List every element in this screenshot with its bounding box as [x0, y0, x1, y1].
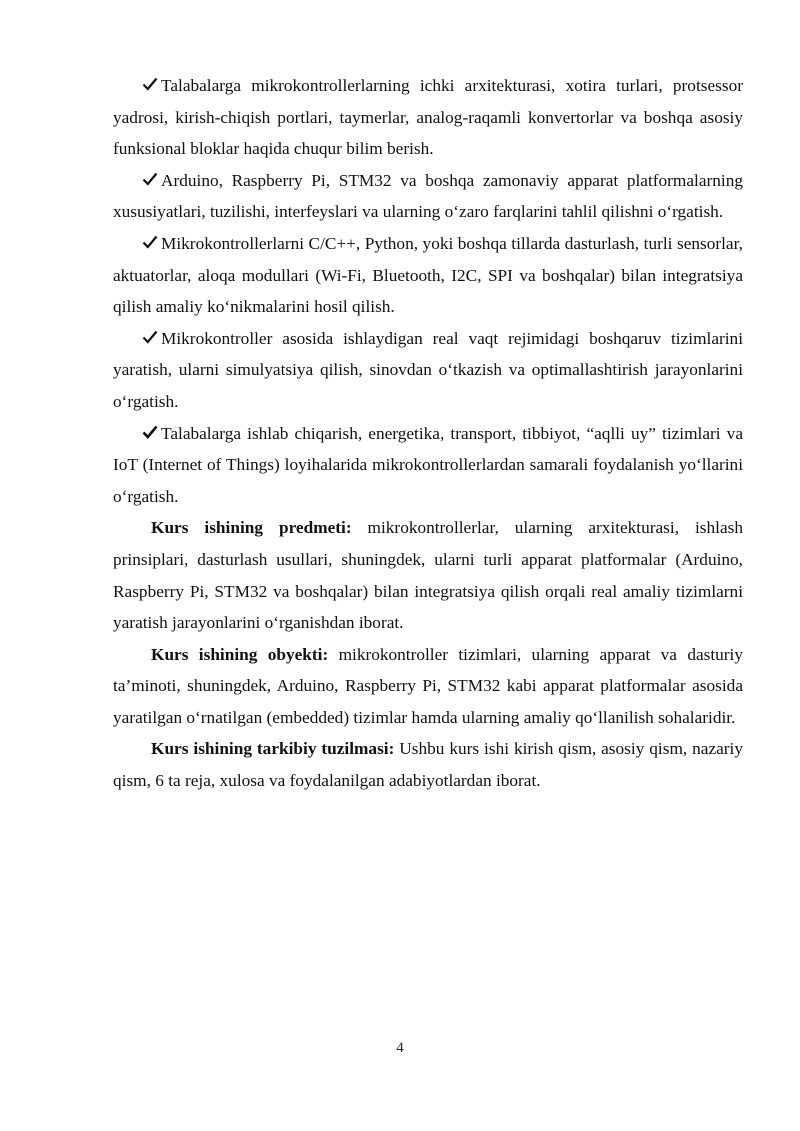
bullet-item — [113, 323, 743, 418]
section-obyekti — [113, 639, 743, 734]
section-tuzilmasi — [113, 733, 743, 796]
checkmark-icon — [142, 172, 158, 186]
section-text: Ushbu kurs ishi kirish qism, asosiy qism, nazariy qism, 6 ta reja, xulosa va foydalanilgan adabiyotlardan iborat. — [113, 739, 743, 791]
section-label: Kurs ishining predmeti: — [151, 518, 352, 538]
bullet-text: Mikrokontroller asosida ishlaydigan real vaqt rejimidagi boshqaruv tizimlarini yaratish, ularni simulyatsiya qilish, sinovdan o‘tkazish va optimallashtirish jarayonlarini o‘rgatish. — [113, 328, 743, 411]
bullet-text: Talabalarga mikrokontrollerlarning ichki arxitekturasi, xotira turlari, protsessor yadrosi, kirish-chiqish portlari, taymerlar, analog-raqamli konvertorlar va boshqa asosiy funksional bloklar haqida chuqur bilim berish. — [113, 76, 743, 159]
checkmark-icon — [142, 330, 158, 344]
section-text: mikrokontrollerlar, ularning arxitekturasi, ishlash prinsiplari, dasturlash usullari, shuningdek, ularni turli apparat platformalar (Arduino, Raspberry Pi, STM32 va boshqalar) bilan integratsiya qilish orqali real amaliy tizimlarni yaratish jarayonlarini o‘rganishdan iborat. — [113, 518, 743, 633]
bullet-item — [113, 228, 743, 323]
bullet-text: Talabalarga ishlab chiqarish, energetika, transport, tibbiyot, “aqlli uy” tizimlari va IoT (Internet of Things) loyihalarida mikrokontrollerlardan samarali foydalanish yo‘llarini o‘rgatish. — [113, 423, 743, 506]
bullet-item — [113, 165, 743, 228]
section-predmeti — [113, 512, 743, 638]
bullet-text: Mikrokontrollerlarni C/C++, Python, yoki boshqa tillarda dasturlash, turli sensorlar, aktuatorlar, aloqa modullari (Wi-Fi, Bluetooth, I2C, SPI va boshqalar) bilan integratsiya qilish amaliy ko‘nikmalarini hosil qilish. — [113, 233, 743, 317]
bullet-text: Arduino, Raspberry Pi, STM32 va boshqa zamonaviy apparat platformalarning xususiyatlari, tuzilishi, interfeyslari va ularning o‘zaro farqlarini tahlil qilishni o‘rgatish. — [113, 170, 743, 222]
bullet-item — [113, 70, 743, 165]
section-text: mikrokontroller tizimlari, ularning apparat va dasturiy ta’minoti, shuningdek, Arduino, Raspberry Pi, STM32 kabi apparat platformalar asosida yaratilgan o‘rnatilgan (embedded) tizimlar hamda ularning amaliy qo‘llanilish sohalaridir. — [113, 644, 743, 727]
section-label: Kurs ishining tarkibiy tuzilmasi: — [151, 739, 395, 759]
page-number: 4 — [396, 1040, 404, 1056]
checkmark-icon — [142, 77, 158, 91]
checkmark-icon — [142, 235, 158, 249]
section-label: Kurs ishining obyekti: — [151, 644, 329, 664]
checkmark-icon — [142, 425, 158, 439]
page-body — [113, 70, 743, 797]
bullet-item — [113, 418, 743, 513]
